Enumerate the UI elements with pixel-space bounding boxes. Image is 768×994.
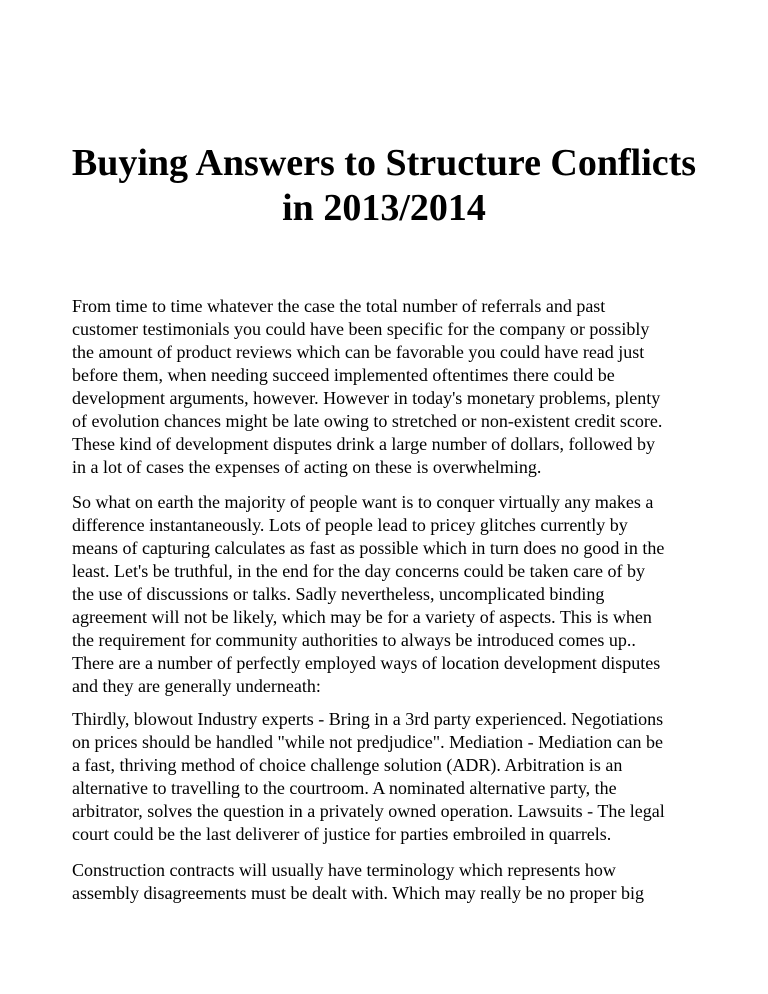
text-line: arbitrator, solves the question in a privately owned operation. Lawsuits - The legal bbox=[72, 801, 665, 821]
text-line: the amount of product reviews which can be favorable you could have read just bbox=[72, 342, 645, 362]
text-line: a fast, thriving method of choice challenge solution (ADR). Arbitration is an bbox=[72, 755, 623, 775]
text-line: customer testimonials you could have been specific for the company or possibly bbox=[72, 319, 650, 339]
text-line: From time to time whatever the case the total number of referrals and past bbox=[72, 296, 606, 316]
text-line: in a lot of cases the expenses of acting on these is overwhelming. bbox=[72, 457, 542, 477]
text-line: assembly disagreements must be dealt with. Which may really be no proper big bbox=[72, 883, 645, 903]
text-line: alternative to travelling to the courtroom. A nominated alternative party, the bbox=[72, 778, 617, 798]
paragraph-2 bbox=[72, 491, 712, 698]
text-line: difference instantaneously. Lots of people lead to pricey glitches currently by bbox=[72, 515, 628, 535]
text-line: on prices should be handled "while not predjudice". Mediation - Mediation can be bbox=[72, 732, 664, 752]
title-line: Buying Answers to Structure Conflicts bbox=[71, 142, 697, 184]
text-line: least. Let's be truthful, in the end for the day concerns could be taken care of by bbox=[72, 561, 646, 581]
title-line: in 2013/2014 bbox=[282, 187, 486, 229]
page-title bbox=[60, 141, 708, 231]
text-line: There are a number of perfectly employed ways of location development disputes bbox=[72, 653, 661, 673]
text-line: the use of discussions or talks. Sadly nevertheless, uncomplicated binding bbox=[72, 584, 605, 604]
text-line: These kind of development disputes drink a large number of dollars, followed by bbox=[72, 434, 656, 454]
text-line: development arguments, however. However in today's monetary problems, plenty bbox=[72, 388, 661, 408]
text-line: the requirement for community authorities to always be introduced comes up.. bbox=[72, 630, 636, 650]
text-line: and they are generally underneath: bbox=[72, 676, 321, 696]
text-line: Thirdly, blowout Industry experts - Bring in a 3rd party experienced. Negotiations bbox=[72, 709, 664, 729]
text-line: means of capturing calculates as fast as possible which in turn does no good in the bbox=[72, 538, 665, 558]
paragraph-1 bbox=[72, 295, 712, 479]
paragraph-4 bbox=[72, 859, 712, 905]
text-line: court could be the last deliverer of justice for parties embroiled in quarrels. bbox=[72, 824, 612, 844]
text-line: before them, when needing succeed implemented oftentimes there could be bbox=[72, 365, 615, 385]
text-line: of evolution chances might be late owing to stretched or non-existent credit score. bbox=[72, 411, 663, 431]
paragraph-3 bbox=[72, 708, 712, 846]
text-line: So what on earth the majority of people want is to conquer virtually any makes a bbox=[72, 492, 654, 512]
text-line: Construction contracts will usually have terminology which represents how bbox=[72, 860, 616, 880]
text-line: agreement will not be likely, which may be for a variety of aspects. This is when bbox=[72, 607, 652, 627]
